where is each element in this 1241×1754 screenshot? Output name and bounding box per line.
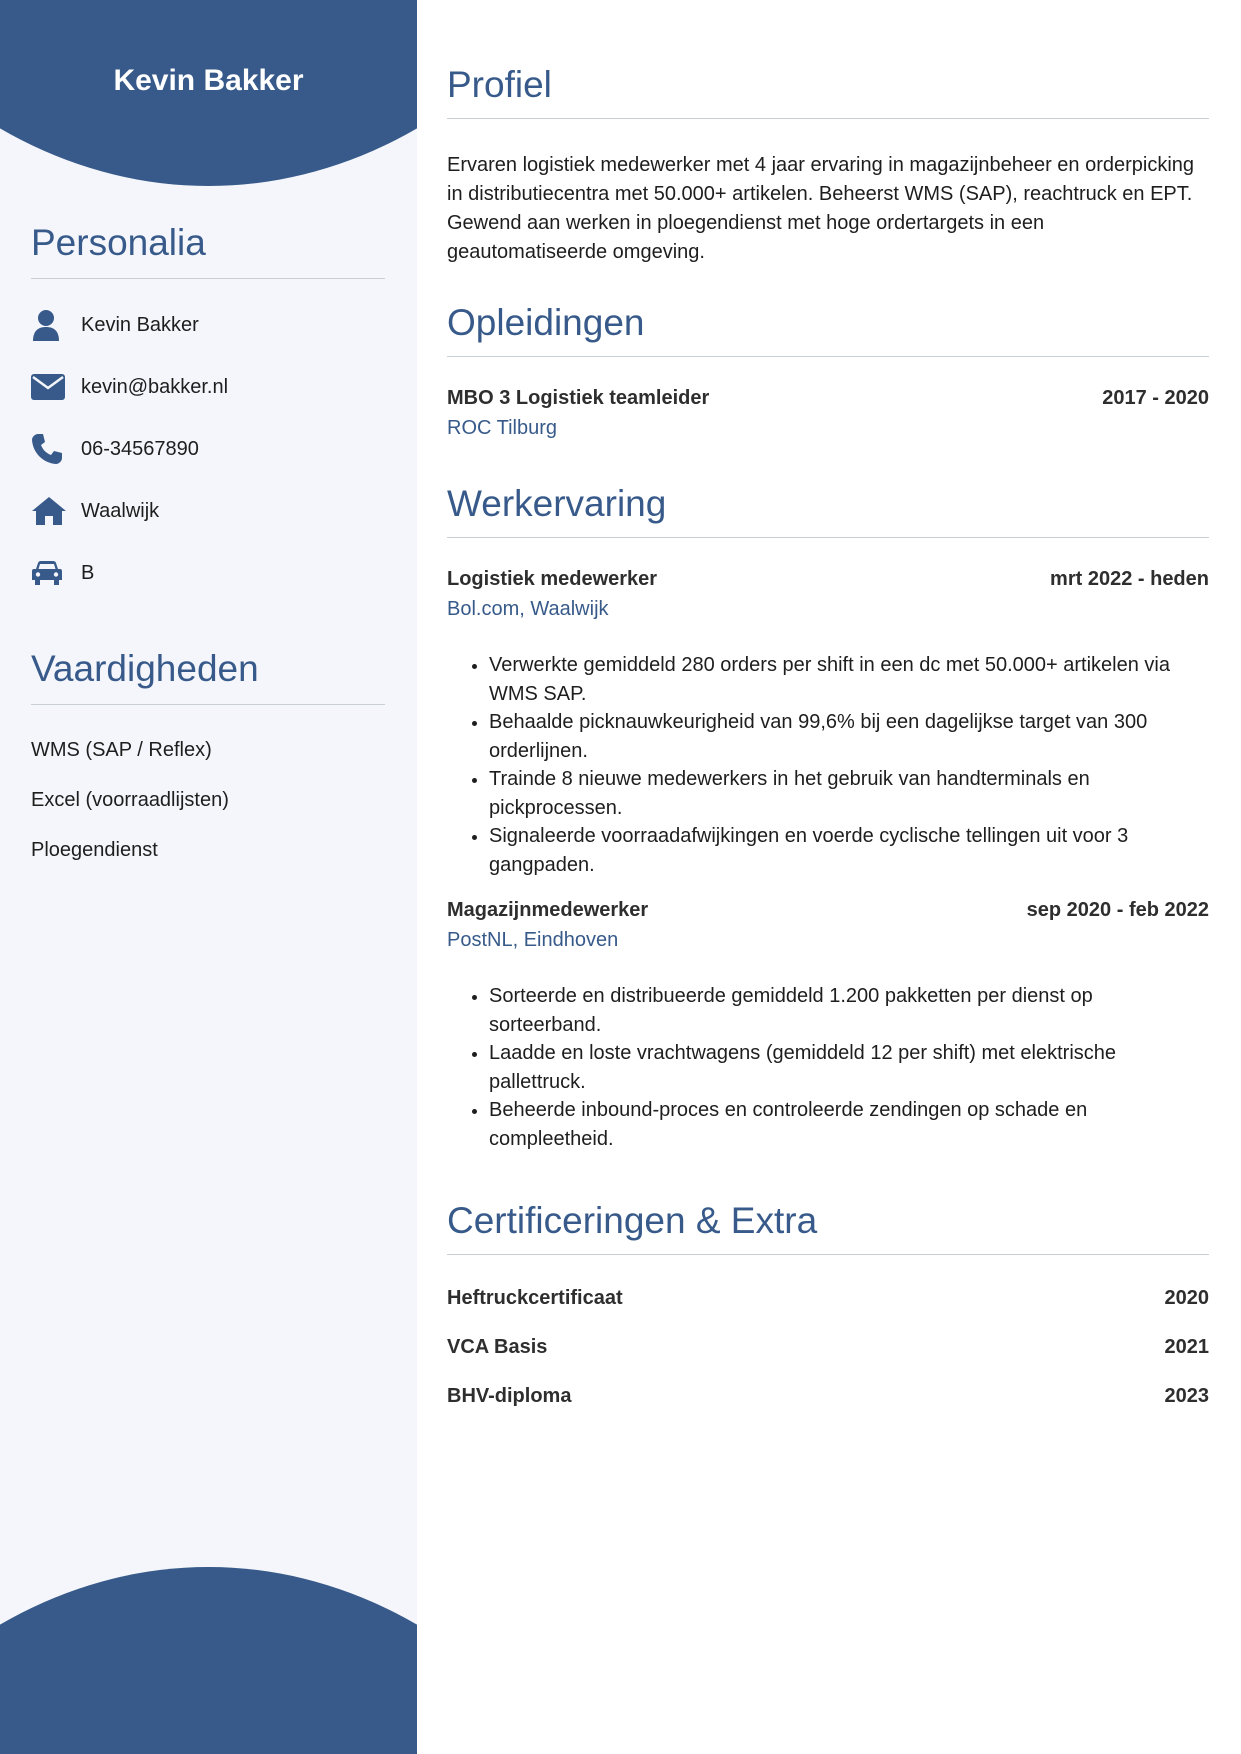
contact-item-phone: [31, 432, 385, 466]
list-item: • Verwerkte gemiddeld 280 orders per shift in een dc met 50.000+ artikelen via WMS SAP.: [489, 651, 1209, 708]
home-icon: [31, 494, 67, 528]
certification-year: 2020: [1164, 1287, 1209, 1309]
personalia-heading: Personalia: [31, 222, 385, 279]
certification-name: VCA Basis: [447, 1336, 548, 1358]
phone-icon: [31, 432, 67, 466]
contact-item-license: [31, 556, 385, 590]
certification-row: [447, 1287, 1209, 1310]
contact-list: [31, 308, 385, 590]
sidebar: [0, 0, 417, 1754]
experience-heading: Werkervaring: [447, 483, 1209, 538]
skills-section: [31, 648, 385, 887]
job-title: Logistiek medewerker: [447, 568, 658, 590]
education-date: 2017 - 2020: [1102, 387, 1209, 409]
skill-item: Excel (voorraadlijsten): [31, 789, 229, 811]
job-date: sep 2020 - feb 2022: [1026, 899, 1209, 921]
certification-name: BHV-diploma: [447, 1385, 572, 1407]
list-item: • Sorteerde en distribueerde gemiddeld 1.200 pakketten per dienst op sorteerband.: [489, 982, 1209, 1039]
job-date: mrt 2022 - heden: [1050, 568, 1209, 590]
contact-item-location: [31, 494, 385, 528]
skill-list: [31, 737, 385, 863]
skill-item: WMS (SAP / Reflex): [31, 739, 212, 761]
contact-license-text: B: [81, 561, 95, 584]
certifications-heading: Certificeringen & Extra: [447, 1200, 1209, 1255]
contact-name-text: Kevin Bakker: [81, 313, 199, 336]
certification-row: [447, 1385, 1209, 1408]
list-item: • Trainde 8 nieuwe medewerkers in het gebruik van handterminals en pickprocessen.: [489, 765, 1209, 822]
profile-section: [447, 64, 1209, 267]
list-item: • Behaalde picknauwkeurigheid van 99,6% bij een dagelijkse target van 300 orderlijnen.: [489, 708, 1209, 765]
contact-email-text[interactable]: kevin@bakker.nl: [81, 375, 229, 398]
education-title: MBO 3 Logistiek teamleider: [447, 387, 710, 409]
skills-heading: Vaardigheden: [31, 648, 385, 705]
contact-phone-text[interactable]: 06-34567890: [81, 437, 199, 460]
experience-entry: [447, 899, 1209, 1153]
person-icon: [31, 308, 67, 342]
education-entry: [447, 387, 1209, 440]
profile-text: Ervaren logistiek medewerker met 4 jaar ervaring in magazijnbeheer en orderpicking in distributiecentra met 50.000+ artikelen. Beheerst WMS (SAP), reachtruck en EPT. Gewend aan werken in ploegendienst met hoge ordertargets in een geautomatiseerde omgeving.: [447, 154, 1195, 263]
certification-year: 2021: [1164, 1336, 1209, 1358]
job-bullets: [447, 651, 1209, 879]
envelope-icon: [31, 370, 67, 404]
contact-location-text: Waalwijk: [81, 499, 160, 522]
education-heading: Opleidingen: [447, 302, 1209, 357]
footer-arc: [0, 1567, 417, 1754]
profile-heading: Profiel: [447, 64, 1209, 119]
car-icon: [31, 556, 67, 590]
skill-item: Ploegendienst: [31, 839, 158, 861]
certification-row: [447, 1336, 1209, 1359]
list-item: • Beheerde inbound-proces en controleerde zendingen op schade en compleetheid.: [489, 1096, 1209, 1153]
certification-name: Heftruckcertificaat: [447, 1287, 623, 1309]
education-section: [447, 302, 1209, 440]
education-institution: ROC Tilburg: [447, 417, 558, 439]
certification-year: 2023: [1164, 1385, 1209, 1407]
certification-list: [447, 1287, 1209, 1408]
experience-section: [447, 483, 1209, 1153]
contact-item-email: [31, 370, 385, 404]
candidate-name: Kevin Bakker: [113, 64, 304, 97]
list-item: • Laadde en loste vrachtwagens (gemiddeld 12 per shift) met elektrische pallettruck.: [489, 1039, 1209, 1096]
personalia-section: [31, 222, 385, 618]
experience-entry: [447, 568, 1209, 879]
certifications-section: [447, 1200, 1209, 1434]
contact-item-name: [31, 308, 385, 342]
job-company: PostNL, Eindhoven: [447, 929, 619, 951]
job-title: Magazijnmedewerker: [447, 899, 649, 921]
job-company: Bol.com, Waalwijk: [447, 598, 609, 620]
job-bullets: [447, 982, 1209, 1153]
list-item: • Signaleerde voorraadafwijkingen en voerde cyclische tellingen uit voor 3 gangpaden.: [489, 822, 1209, 879]
